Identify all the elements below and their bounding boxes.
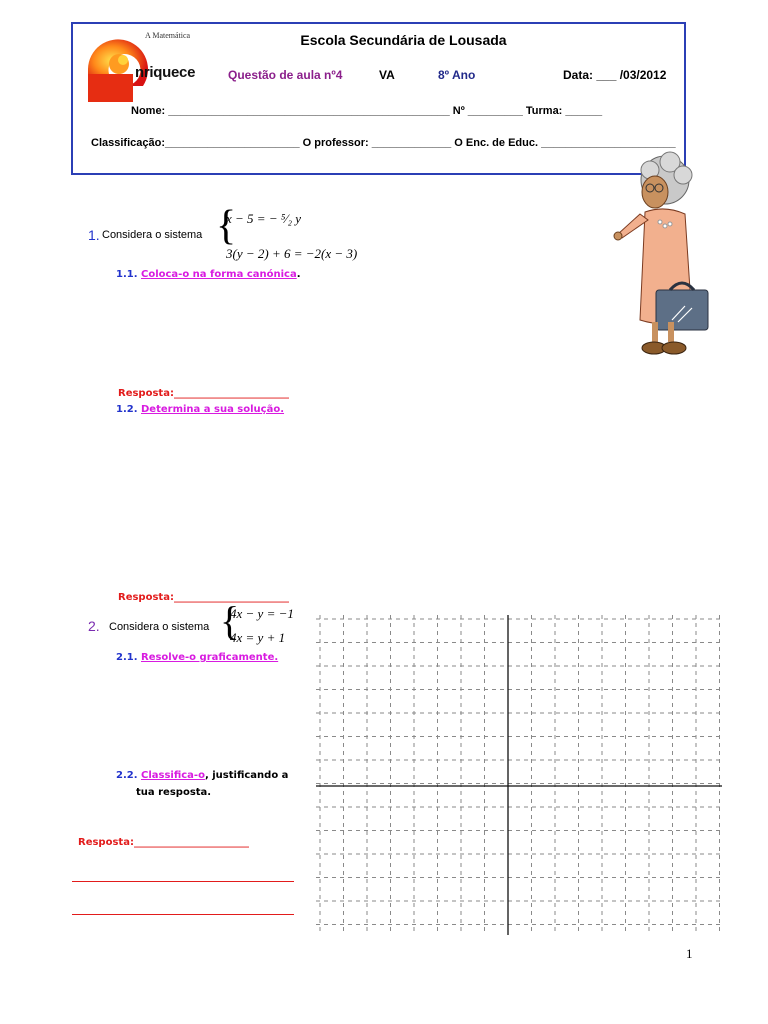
page-number: 1 <box>686 946 693 961</box>
grade-label: 8º Ano <box>438 68 476 82</box>
answer-1-2-line: Resposta:_______________________ <box>118 592 289 603</box>
name-line: Nome: ______________________________________________ Nº _________ Turma: ______ <box>131 105 603 117</box>
system-brace-2: { <box>220 598 240 643</box>
subquestion-2-1-text: Resolve-o graficamente. <box>141 652 279 663</box>
header-box <box>71 22 686 175</box>
subquestion-1-2 <box>116 404 284 415</box>
date-field: Data: ___ /03/2012 <box>563 68 667 82</box>
logo-name: nriquece <box>135 64 196 81</box>
subquestion-2-1 <box>116 652 278 663</box>
subquestion-1-2-number: 1.2. <box>116 404 138 415</box>
question-2-number: 2. <box>88 618 100 634</box>
system-brace-1: { <box>216 203 237 249</box>
answer-2-extra-line-1 <box>72 881 294 882</box>
q1-equation-2: 3(y − 2) + 6 = −2(x − 3) <box>226 246 358 261</box>
question-1-number: 1. <box>88 227 100 243</box>
answer-2-extra-line-2 <box>72 914 294 915</box>
subquestion-2-2-line2: tua resposta. <box>136 787 212 798</box>
quiz-title: Questão de aula nº4 <box>228 68 343 82</box>
question-2-intro: Considera o sistema <box>109 621 210 633</box>
version-label: VA <box>379 68 395 82</box>
subquestion-2-2-rest: , justificando a <box>204 770 289 781</box>
logo-subtitle: A Matemática <box>145 31 191 40</box>
q1-equation-1: x − 5 = − ⁵⁄₂ y <box>226 211 302 226</box>
subquestion-1-2-text: Determina a sua solução. <box>141 404 285 415</box>
answer-2-line: Resposta:_______________________ <box>78 837 249 848</box>
q2-equation-1: 4x − y = −1 <box>230 606 294 621</box>
coordinate-grid <box>316 615 722 935</box>
classification-line: Classificação:______________________ O professor: _____________ O Enc. de Educ. ______________________ <box>91 137 676 149</box>
subquestion-2-2-number: 2.2. <box>116 770 138 781</box>
subquestion-1-1-number: 1.1. <box>116 269 138 280</box>
q2-equation-2: 4x = y + 1 <box>230 630 286 645</box>
teacher-illustration-icon <box>610 150 720 365</box>
school-title: Escola Secundária de Lousada <box>300 32 507 48</box>
subquestion-2-1-number: 2.1. <box>116 652 138 663</box>
subquestion-2-2-text: Classifica-o <box>141 770 205 781</box>
answer-1-1-line: Resposta:_______________________ <box>118 388 289 399</box>
subquestion-1-1-text: Coloca-o na forma canónica <box>141 269 297 280</box>
subquestion-2-2 <box>116 770 288 781</box>
subquestion-1-1: 1.1. Coloca-o na forma canónica. <box>116 269 301 280</box>
question-1-intro: Considera o sistema <box>102 229 203 241</box>
